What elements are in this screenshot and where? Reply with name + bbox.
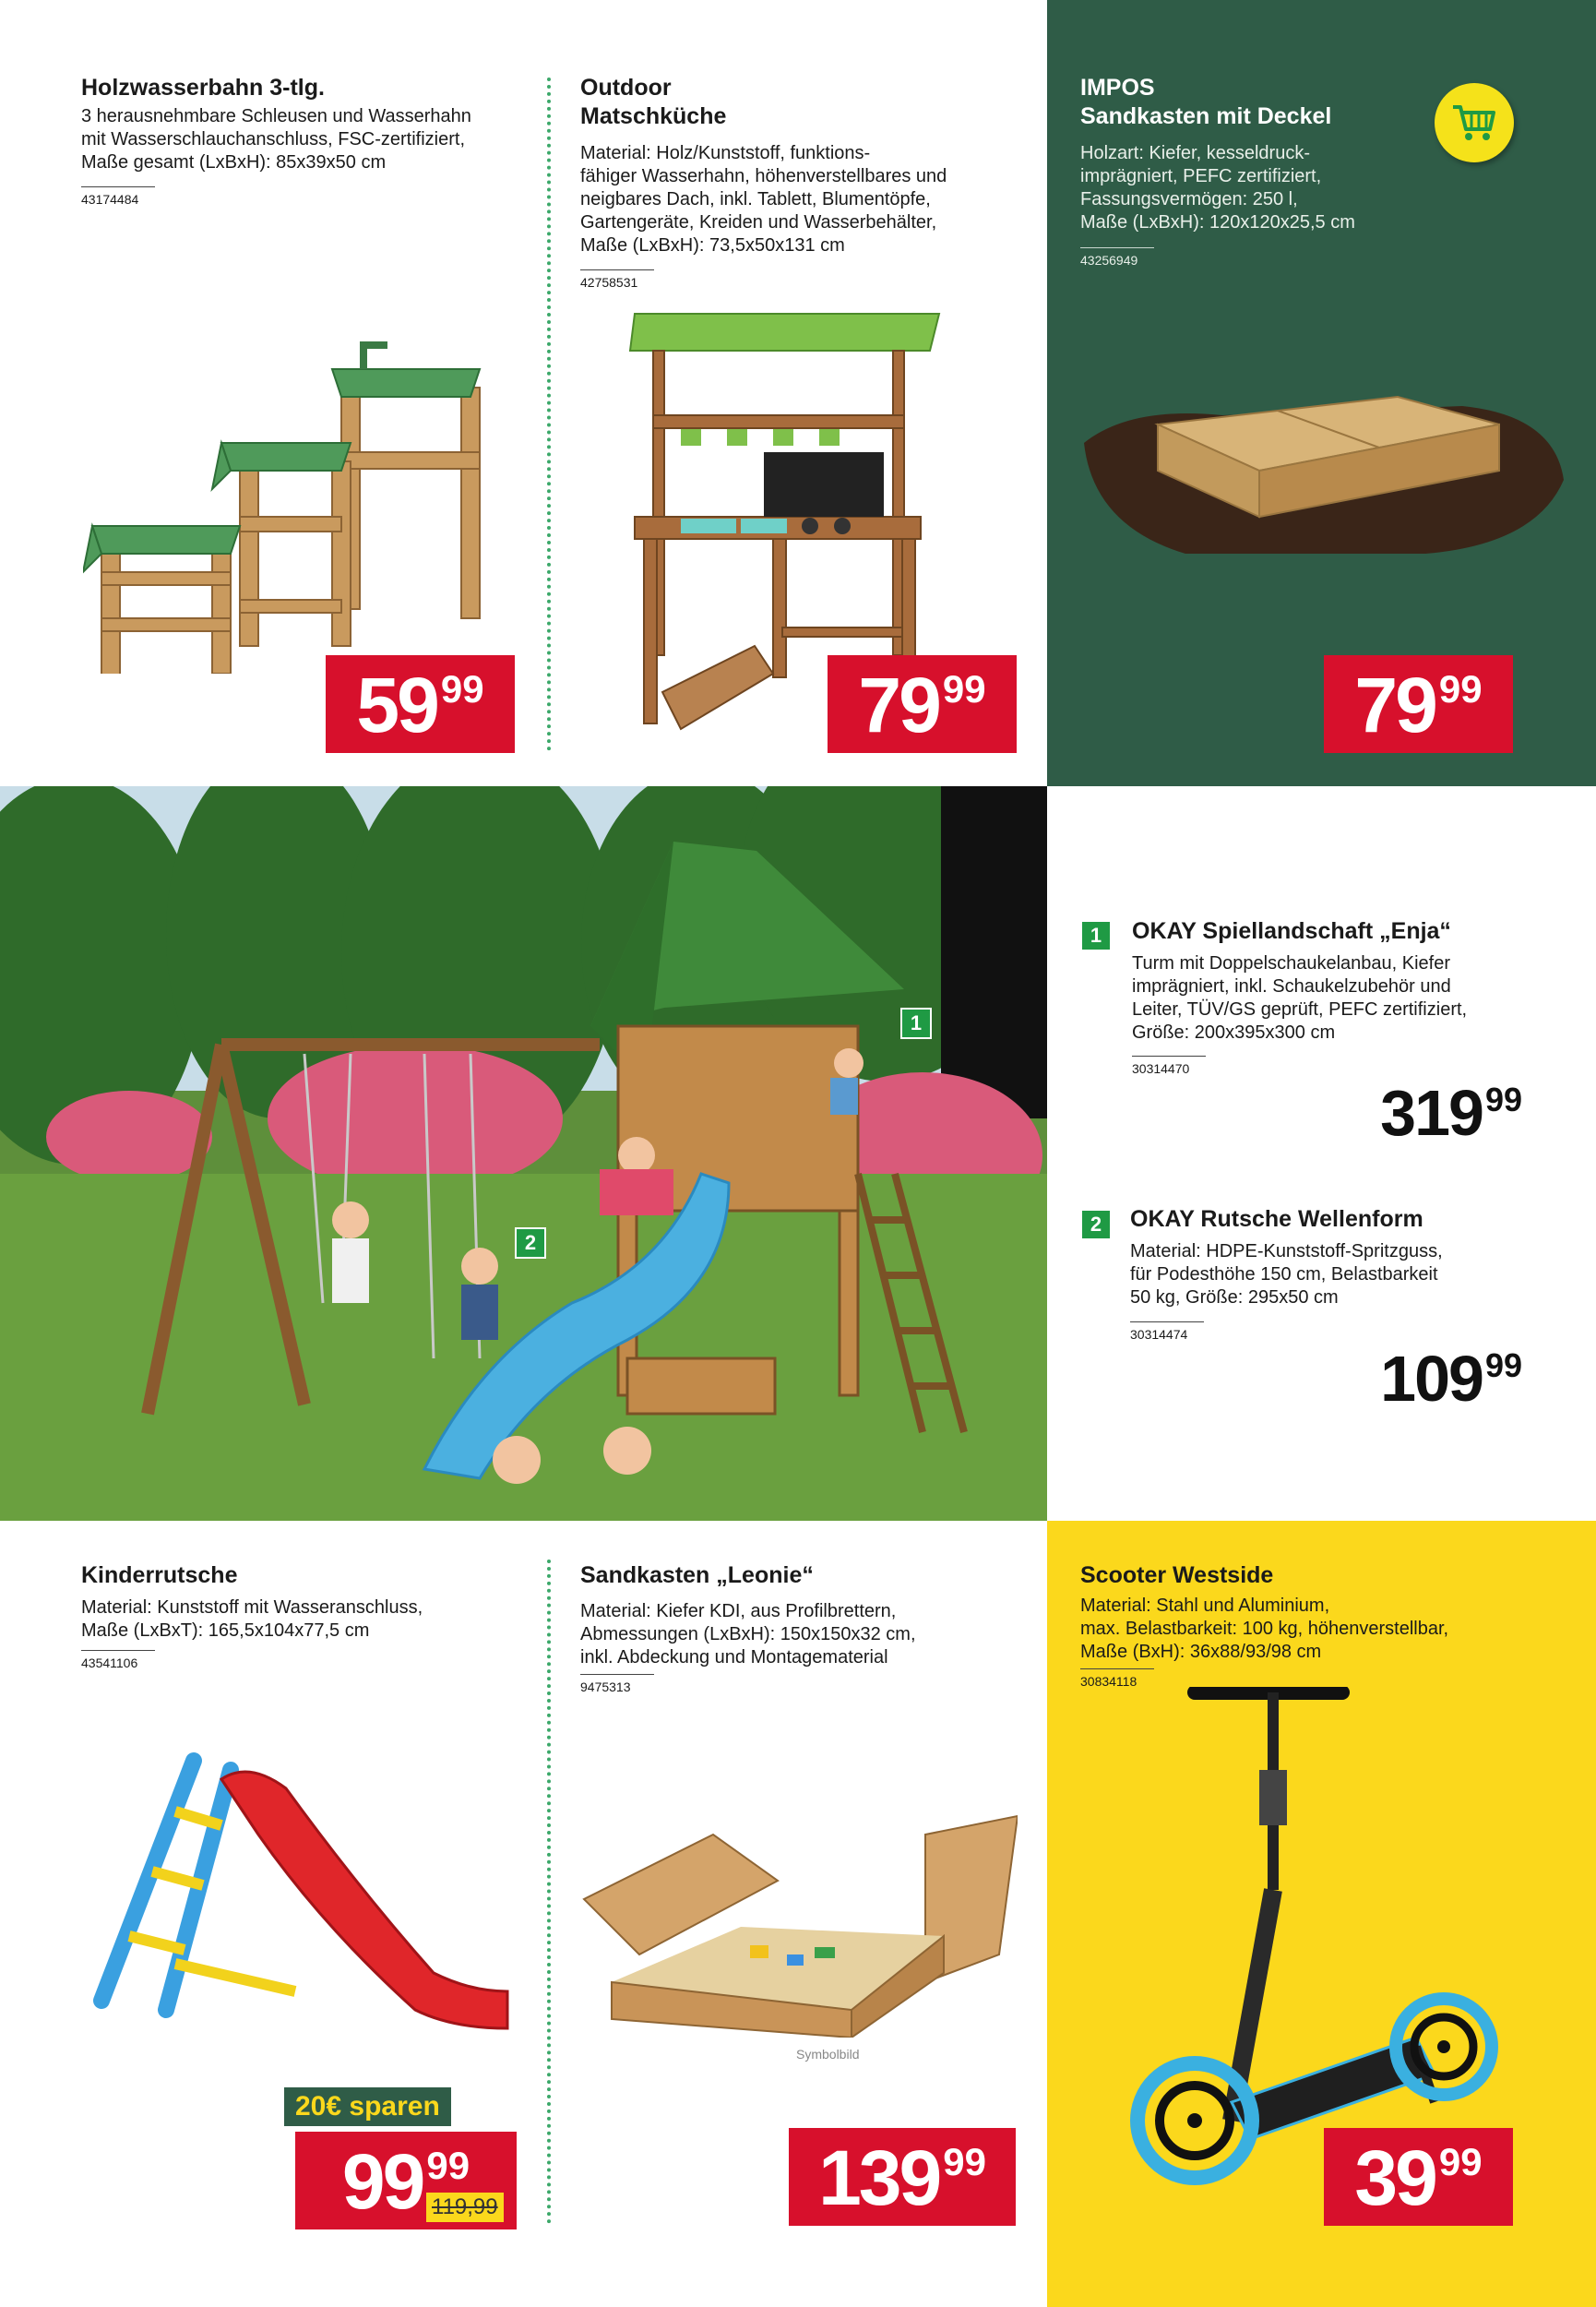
- price-tag: 99 99: [295, 2132, 517, 2229]
- product-description: Turm mit Doppelschaukelanbau, Kiefer imprägniert, inkl. Schaukelzubehör und Leiter, TÜV/GS geprüft, PEFC zertifiziert, Größe: 200x395x300 cm: [1132, 953, 1468, 1043]
- product-number-badge: 1: [900, 1008, 932, 1039]
- article-number: 43256949: [1080, 247, 1154, 268]
- product-panel-leonie: [547, 1521, 1047, 2307]
- sandbox-with-lid-image: [1075, 369, 1573, 572]
- sandbox-leonie-image: [575, 1798, 1018, 2038]
- product-number-badge: 1: [1080, 920, 1112, 951]
- price-tag: 319 99: [1380, 1077, 1522, 1149]
- product-title: OKAY Spiellandschaft „Enja“: [1132, 918, 1451, 944]
- article-number: 9475313: [580, 1674, 654, 1694]
- product-description: 3 herausnehmbare Schleusen und Wasserhahn mit Wasserschlauchanschluss, FSC-zertifiziert, Maße gesamt (LxBxH): 85x39x50 cm: [81, 106, 471, 173]
- article-number: 30314474: [1130, 1321, 1204, 1342]
- product-title: Kinderrutsche: [81, 1562, 238, 1588]
- product-title: OKAY Rutsche Wellenform: [1130, 1206, 1423, 1232]
- product-description: Material: Holz/Kunststoff, funktions- fähiger Wasserhahn, höhenverstellbares und neigbares Dach, inkl. Tablett, Blumentöpfe, Gartengeräte, Kreiden und Wasserbehälter, Maße (LxBxH): 73,5x50x131 cm: [580, 143, 947, 256]
- article-number: 43541106: [81, 1650, 155, 1670]
- product-panel-sandkasten-deckel: [1047, 0, 1596, 786]
- product-description: Holzart: Kiefer, kesseldruck- imprägniert, PEFC zertifiziert, Fassungsvermögen: 250 l, Maße (LxBxH): 120x120x25,5 cm: [1080, 143, 1355, 233]
- product-title: IMPOS Sandkasten mit Deckel: [1080, 75, 1332, 129]
- article-number: 30834118: [1080, 1668, 1154, 1689]
- product-title: Sandkasten „Leonie“: [580, 1562, 814, 1588]
- playground-photo: [0, 786, 1047, 1521]
- product-title: Outdoor Matschküche: [580, 75, 727, 129]
- price-tag: 79 99: [1324, 655, 1513, 753]
- article-number: 43174484: [81, 186, 155, 207]
- product-title: Holzwasserbahn 3-tlg.: [81, 75, 325, 101]
- shopping-cart-icon[interactable]: [1435, 83, 1514, 162]
- product-description: Material: Kiefer KDI, aus Profilbrettern, Abmessungen (LxBxH): 150x150x32 cm, inkl. Abdeckung und Montagematerial: [580, 1601, 916, 1667]
- product-description: Material: HDPE-Kunststoff-Spritzguss, für Podesthöhe 150 cm, Belastbarkeit 50 kg, Größe: 295x50 cm: [1130, 1241, 1443, 1308]
- article-number: 30314470: [1132, 1056, 1206, 1076]
- product-panel-scooter: [1047, 1521, 1596, 2307]
- playground-scene-image: [0, 786, 1047, 1521]
- kids-slide-image: [83, 1751, 517, 2056]
- price-tag: 79 99: [828, 655, 1017, 753]
- price-tag: 59 99: [326, 655, 515, 753]
- product-description: Material: Stahl und Aluminium, max. Belastbarkeit: 100 kg, höhenverstellbar, Maße (BxH): 36x88/93/98 cm: [1080, 1596, 1449, 1662]
- product-panel-enja-rutsche: [1047, 786, 1596, 1521]
- product-title: Scooter Westside: [1080, 1562, 1274, 1588]
- price-tag: 39 99: [1324, 2128, 1513, 2226]
- price-tag: 109 99: [1380, 1343, 1522, 1415]
- price-tag: 139 99: [789, 2128, 1016, 2226]
- savings-badge: 20€ sparen: [284, 2087, 451, 2126]
- product-number-badge: 2: [515, 1227, 546, 1259]
- old-price: 119,99: [426, 2193, 504, 2222]
- product-panel-matschkueche: [547, 0, 1047, 786]
- scooter-image: [1121, 1687, 1527, 2204]
- column-separator: [547, 1560, 551, 2224]
- article-number: 42758531: [580, 269, 654, 290]
- image-caption: Symbolbild: [796, 2047, 860, 2062]
- product-panel-wasserbahn: [0, 0, 547, 786]
- column-separator: [547, 78, 551, 751]
- water-track-image: [83, 341, 489, 674]
- product-number-badge: 2: [1080, 1209, 1112, 1240]
- product-panel-kinderrutsche: [0, 1521, 547, 2307]
- product-description: Material: Kunststoff mit Wasseranschluss, Maße (LxBxT): 165,5x104x77,5 cm: [81, 1597, 423, 1641]
